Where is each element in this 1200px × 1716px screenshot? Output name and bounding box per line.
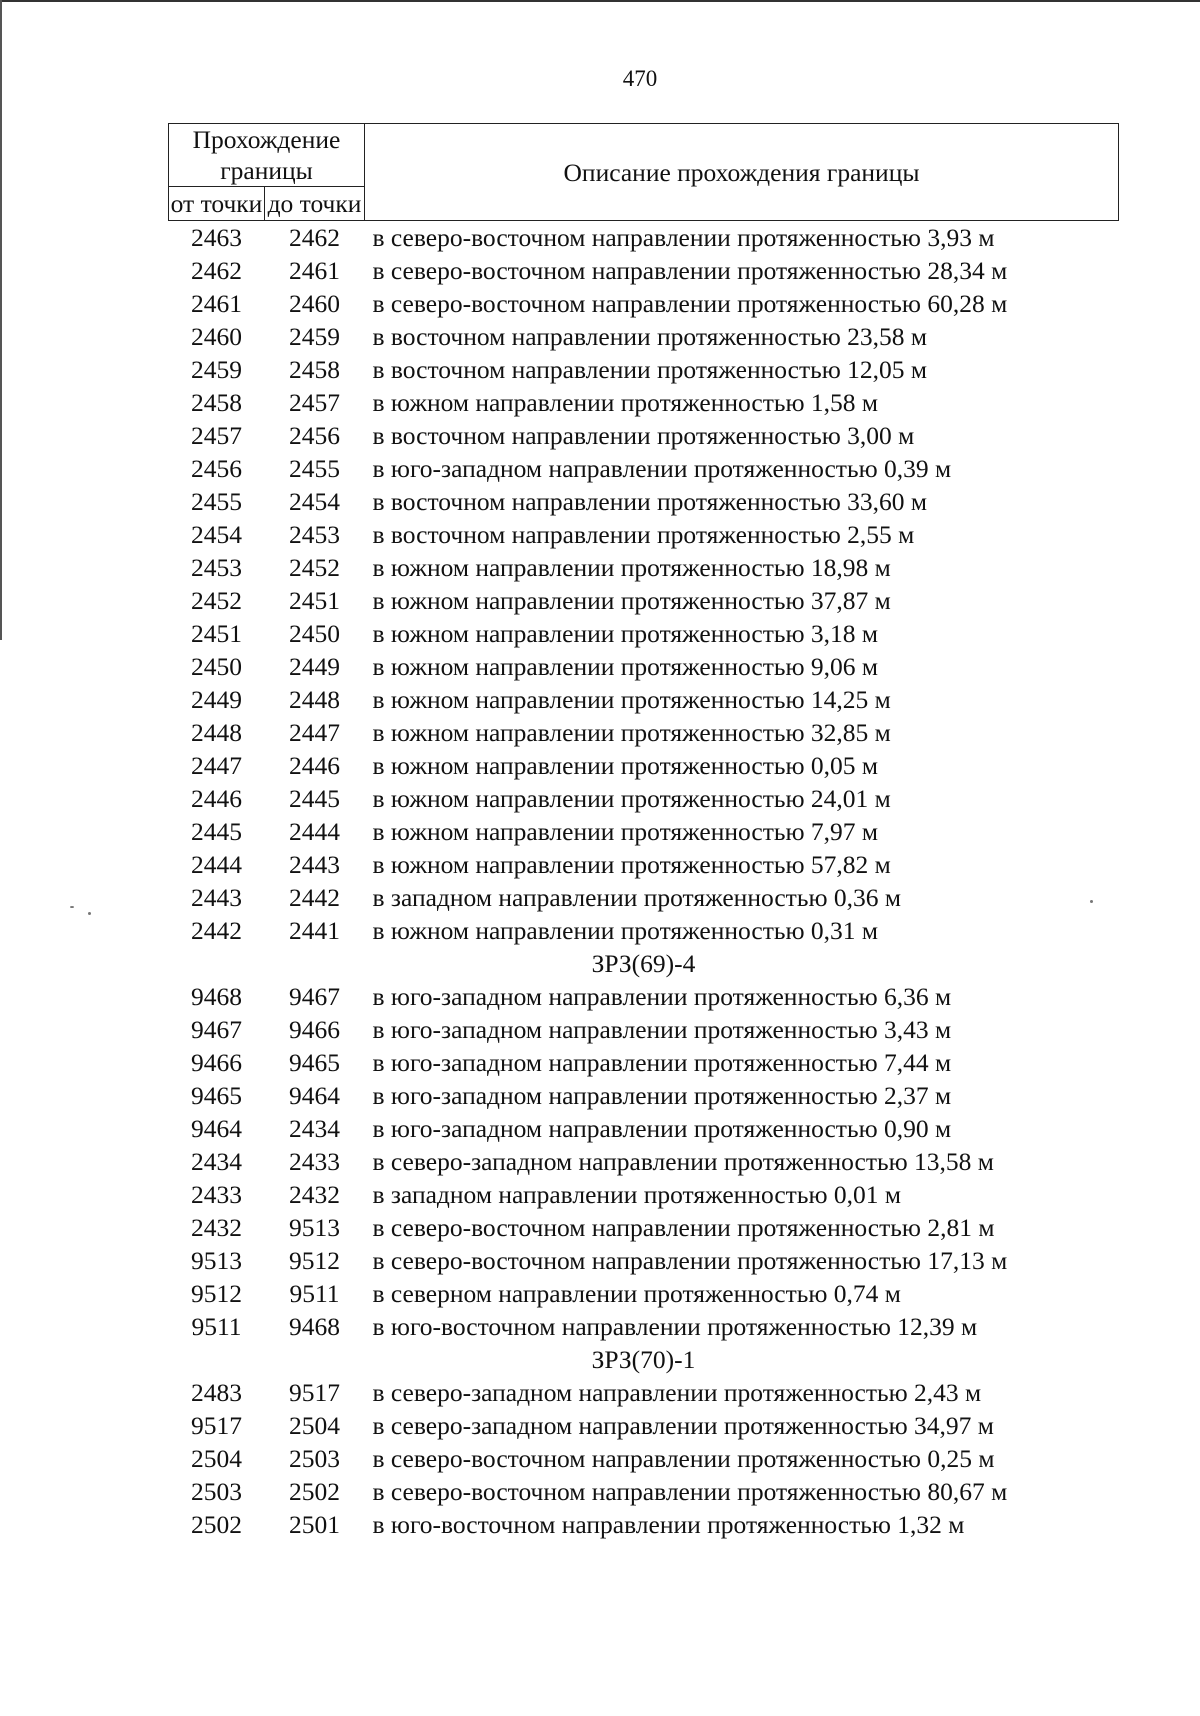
to-point-cell: 2458 bbox=[289, 355, 340, 384]
description-cell: в юго-западном направлении протяженностью 2,37 м bbox=[372, 1081, 952, 1110]
description-cell: в южном направлении протяженностью 32,85 м bbox=[372, 718, 891, 747]
table-row bbox=[169, 1310, 1119, 1343]
page-number: 470 bbox=[622, 66, 658, 91]
from-point-cell: 9512 bbox=[191, 1279, 242, 1308]
table-row bbox=[169, 749, 1119, 782]
from-point-cell: 2444 bbox=[191, 850, 242, 879]
description-cell: в южном направлении протяженностью 7,97 м bbox=[372, 817, 879, 846]
table-row bbox=[169, 485, 1119, 518]
to-point-cell: 2441 bbox=[289, 916, 340, 945]
table-row bbox=[169, 551, 1119, 584]
description-cell: в южном направлении протяженностью 0,31 м bbox=[372, 916, 879, 945]
page-left-edge bbox=[0, 0, 2, 640]
from-point-cell: 2448 bbox=[191, 718, 242, 747]
table-row bbox=[169, 1376, 1119, 1409]
table-row bbox=[169, 419, 1119, 452]
to-point-cell: 9511 bbox=[289, 1279, 340, 1308]
description-cell: в восточном направлении протяженностью 33,60 м bbox=[372, 487, 928, 516]
description-cell: в восточном направлении протяженностью 23,58 м bbox=[372, 322, 928, 351]
to-point-cell: 2503 bbox=[289, 1444, 340, 1473]
from-point-cell: 2442 bbox=[191, 916, 242, 945]
from-point-cell: 9511 bbox=[191, 1312, 242, 1341]
from-point-cell: 2502 bbox=[191, 1510, 242, 1539]
description-cell: в восточном направлении протяженностью 3,00 м bbox=[372, 421, 915, 450]
to-point-cell: 2457 bbox=[289, 388, 340, 417]
table-row bbox=[169, 386, 1119, 419]
description-cell: в северном направлении протяженностью 0,74 м bbox=[372, 1279, 901, 1308]
to-point-cell: 2453 bbox=[289, 520, 340, 549]
from-point-cell: 2463 bbox=[191, 223, 242, 252]
description-cell: в юго-западном направлении протяженностью 7,44 м bbox=[372, 1048, 952, 1077]
from-point-cell: 2454 bbox=[191, 520, 242, 549]
description-cell: в юго-западном направлении протяженностью 3,43 м bbox=[372, 1015, 952, 1044]
to-point-cell: 9517 bbox=[289, 1378, 340, 1407]
to-point-cell: 2454 bbox=[289, 487, 340, 516]
section-heading-row bbox=[169, 1343, 1119, 1376]
description-cell: в северо-западном направлении протяженностью 2,43 м bbox=[372, 1378, 982, 1407]
from-point-cell: 2446 bbox=[191, 784, 242, 813]
to-point-cell: 2461 bbox=[289, 256, 340, 285]
to-point-cell: 2455 bbox=[289, 454, 340, 483]
section-heading: ЗРЗ(70)-1 bbox=[591, 1345, 696, 1374]
to-point-cell: 2447 bbox=[289, 718, 340, 747]
boundary-table bbox=[168, 123, 1119, 1541]
from-point-cell: 9465 bbox=[191, 1081, 242, 1110]
table-row bbox=[169, 1442, 1119, 1475]
description-cell: в юго-западном направлении протяженностью 6,36 м bbox=[372, 982, 952, 1011]
description-cell: в южном направлении протяженностью 3,18 м bbox=[372, 619, 879, 648]
description-cell: в северо-западном направлении протяженностью 13,58 м bbox=[372, 1147, 994, 1176]
description-cell: в южном направлении протяженностью 1,58 м bbox=[372, 388, 879, 417]
table-row bbox=[169, 452, 1119, 485]
table-row bbox=[169, 320, 1119, 353]
table-body bbox=[169, 221, 1119, 1542]
from-point-cell: 2447 bbox=[191, 751, 242, 780]
from-point-cell: 9468 bbox=[191, 982, 242, 1011]
from-point-cell: 2445 bbox=[191, 817, 242, 846]
from-point-cell: 9517 bbox=[191, 1411, 242, 1440]
table-row bbox=[169, 1277, 1119, 1310]
to-point-cell: 9464 bbox=[289, 1081, 340, 1110]
from-point-cell: 2452 bbox=[191, 586, 242, 615]
to-point-cell: 9468 bbox=[289, 1312, 340, 1341]
description-cell: в южном направлении протяженностью 9,06 м bbox=[372, 652, 879, 681]
to-point-cell: 9466 bbox=[289, 1015, 340, 1044]
description-cell: в южном направлении протяженностью 24,01 м bbox=[372, 784, 891, 813]
table-row bbox=[169, 848, 1119, 881]
description-cell: в южном направлении протяженностью 37,87 м bbox=[372, 586, 891, 615]
to-point-cell: 9465 bbox=[289, 1048, 340, 1077]
from-point-cell: 2451 bbox=[191, 619, 242, 648]
from-point-cell: 2453 bbox=[191, 553, 242, 582]
description-cell: в северо-восточном направлении протяженностью 3,93 м bbox=[372, 223, 995, 252]
from-point-cell: 2449 bbox=[191, 685, 242, 714]
description-cell: в южном направлении протяженностью 18,98 м bbox=[372, 553, 891, 582]
description-cell: в северо-восточном направлении протяженностью 17,13 м bbox=[372, 1246, 1008, 1275]
to-point-cell: 2459 bbox=[289, 322, 340, 351]
description-cell: в юго-западном направлении протяженностью 0,39 м bbox=[372, 454, 952, 483]
description-cell: в юго-восточном направлении протяженностью 1,32 м bbox=[372, 1510, 965, 1539]
from-point-cell: 2459 bbox=[191, 355, 242, 384]
table-row bbox=[169, 1013, 1119, 1046]
description-cell: в восточном направлении протяженностью 2,55 м bbox=[372, 520, 915, 549]
to-point-cell: 2504 bbox=[289, 1411, 340, 1440]
from-point-cell: 9466 bbox=[191, 1048, 242, 1077]
description-cell: в восточном направлении протяженностью 12,05 м bbox=[372, 355, 928, 384]
from-point-cell: 2458 bbox=[191, 388, 242, 417]
to-point-cell: 2450 bbox=[289, 619, 340, 648]
from-point-cell: 9467 bbox=[191, 1015, 242, 1044]
header-to: до точки bbox=[265, 187, 365, 221]
description-cell: в северо-восточном направлении протяженностью 60,28 м bbox=[372, 289, 1008, 318]
to-point-cell: 9512 bbox=[289, 1246, 340, 1275]
to-point-cell: 2444 bbox=[289, 817, 340, 846]
to-point-cell: 2446 bbox=[289, 751, 340, 780]
table-row bbox=[169, 1211, 1119, 1244]
section-heading-row bbox=[169, 947, 1119, 980]
from-point-cell: 2460 bbox=[191, 322, 242, 351]
description-cell: в северо-восточном направлении протяженностью 28,34 м bbox=[372, 256, 1008, 285]
table-row bbox=[169, 980, 1119, 1013]
table-row bbox=[169, 221, 1119, 255]
to-point-cell: 2456 bbox=[289, 421, 340, 450]
table-row bbox=[169, 518, 1119, 551]
description-cell: в юго-западном направлении протяженностью 0,90 м bbox=[372, 1114, 952, 1143]
table-row bbox=[169, 815, 1119, 848]
table-row bbox=[169, 716, 1119, 749]
from-point-cell: 2457 bbox=[191, 421, 242, 450]
to-point-cell: 9467 bbox=[289, 982, 340, 1011]
from-point-cell: 2443 bbox=[191, 883, 242, 912]
table-row bbox=[169, 1046, 1119, 1079]
table-row bbox=[169, 1112, 1119, 1145]
to-point-cell: 2462 bbox=[289, 223, 340, 252]
description-cell: в южном направлении протяженностью 0,05 м bbox=[372, 751, 879, 780]
from-point-cell: 2461 bbox=[191, 289, 242, 318]
to-point-cell: 2443 bbox=[289, 850, 340, 879]
scan-speck bbox=[70, 906, 74, 908]
description-cell: в северо-западном направлении протяженностью 34,97 м bbox=[372, 1411, 994, 1440]
table-row bbox=[169, 1508, 1119, 1541]
table-row bbox=[169, 1409, 1119, 1442]
table-row bbox=[169, 584, 1119, 617]
from-point-cell: 2434 bbox=[191, 1147, 242, 1176]
from-point-cell: 2433 bbox=[191, 1180, 242, 1209]
description-cell: в южном направлении протяженностью 57,82 м bbox=[372, 850, 891, 879]
to-point-cell: 2445 bbox=[289, 784, 340, 813]
table-row bbox=[169, 683, 1119, 716]
from-point-cell: 2503 bbox=[191, 1477, 242, 1506]
table-row bbox=[169, 1079, 1119, 1112]
scan-speck bbox=[88, 912, 91, 915]
description-cell: в южном направлении протяженностью 14,25 м bbox=[372, 685, 891, 714]
table-row bbox=[169, 353, 1119, 386]
table-row bbox=[169, 1178, 1119, 1211]
table-row bbox=[169, 287, 1119, 320]
table-row bbox=[169, 650, 1119, 683]
from-point-cell: 2450 bbox=[191, 652, 242, 681]
to-point-cell: 2451 bbox=[289, 586, 340, 615]
to-point-cell: 2502 bbox=[289, 1477, 340, 1506]
table-row bbox=[169, 881, 1119, 914]
description-cell: в северо-восточном направлении протяженностью 2,81 м bbox=[372, 1213, 995, 1242]
section-heading: ЗРЗ(69)-4 bbox=[591, 949, 696, 978]
table-row bbox=[169, 254, 1119, 287]
description-cell: в западном направлении протяженностью 0,01 м bbox=[372, 1180, 902, 1209]
to-point-cell: 2501 bbox=[289, 1510, 340, 1539]
from-point-cell: 2504 bbox=[191, 1444, 242, 1473]
description-cell: в западном направлении протяженностью 0,36 м bbox=[372, 883, 902, 912]
table-row bbox=[169, 617, 1119, 650]
to-point-cell: 2432 bbox=[289, 1180, 340, 1209]
table-row bbox=[169, 1475, 1119, 1508]
description-cell: в северо-восточном направлении протяженностью 80,67 м bbox=[372, 1477, 1008, 1506]
to-point-cell: 2449 bbox=[289, 652, 340, 681]
from-point-cell: 9464 bbox=[191, 1114, 242, 1143]
from-point-cell: 2432 bbox=[191, 1213, 242, 1242]
table-row bbox=[169, 1145, 1119, 1178]
to-point-cell: 2460 bbox=[289, 289, 340, 318]
to-point-cell: 2452 bbox=[289, 553, 340, 582]
to-point-cell: 9513 bbox=[289, 1213, 340, 1242]
table-row bbox=[169, 914, 1119, 947]
to-point-cell: 2434 bbox=[289, 1114, 340, 1143]
table-row bbox=[169, 1244, 1119, 1277]
to-point-cell: 2442 bbox=[289, 883, 340, 912]
table-header bbox=[169, 124, 1119, 221]
description-cell: в северо-восточном направлении протяженностью 0,25 м bbox=[372, 1444, 995, 1473]
to-point-cell: 2448 bbox=[289, 685, 340, 714]
description-cell: в юго-восточном направлении протяженностью 12,39 м bbox=[372, 1312, 978, 1341]
header-group: Прохождение границы bbox=[169, 124, 365, 187]
table-row bbox=[169, 782, 1119, 815]
page-top-edge bbox=[0, 0, 1200, 2]
from-point-cell: 2456 bbox=[191, 454, 242, 483]
to-point-cell: 2433 bbox=[289, 1147, 340, 1176]
header-description: Описание прохождения границы bbox=[365, 124, 1119, 221]
from-point-cell: 9513 bbox=[191, 1246, 242, 1275]
from-point-cell: 2483 bbox=[191, 1378, 242, 1407]
from-point-cell: 2455 bbox=[191, 487, 242, 516]
from-point-cell: 2462 bbox=[191, 256, 242, 285]
scan-speck bbox=[1090, 900, 1093, 903]
header-from: от точки bbox=[169, 187, 265, 221]
